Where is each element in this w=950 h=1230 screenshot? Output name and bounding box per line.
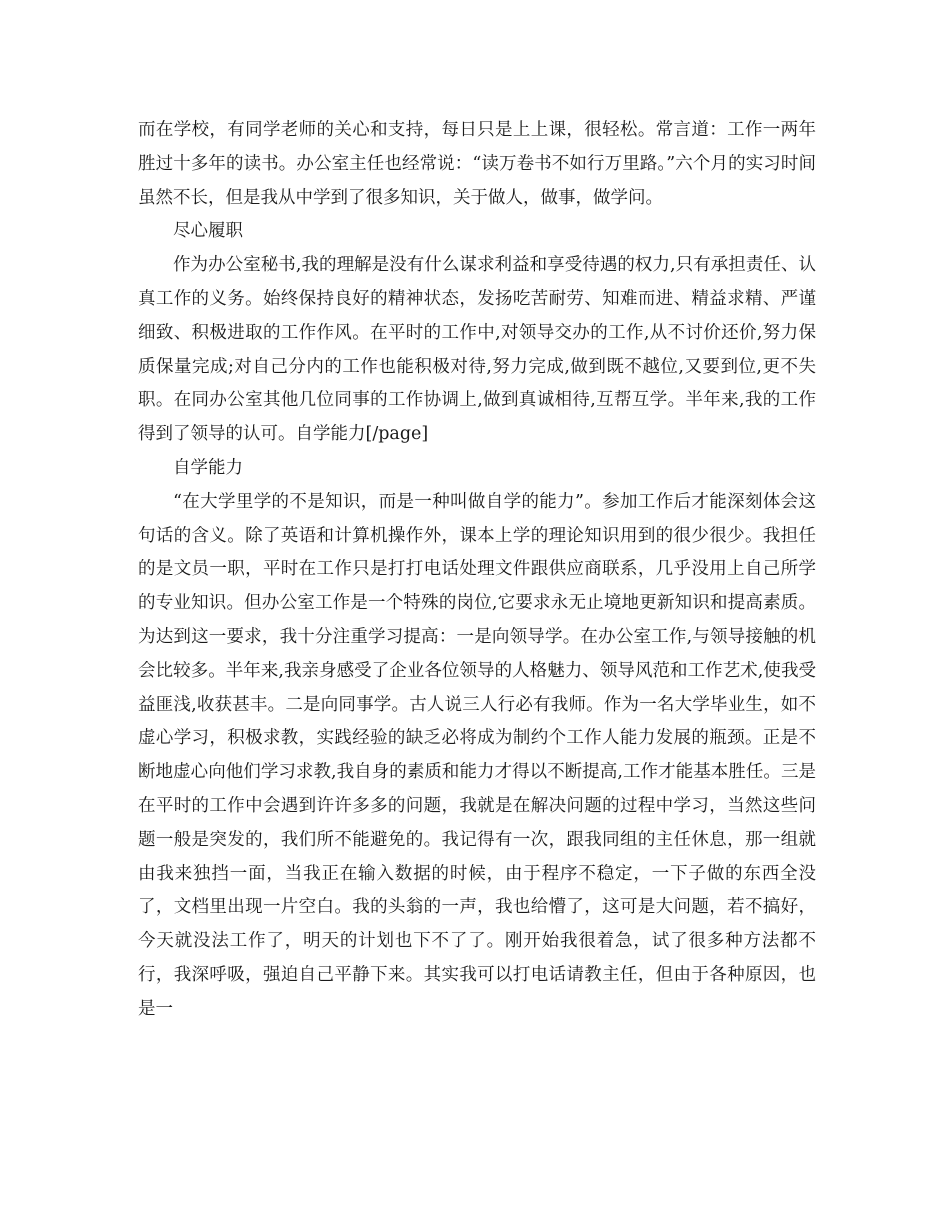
section-heading-self-study: 自学能力 — [173, 457, 243, 478]
section-heading-duty: 尽心履职 — [173, 221, 243, 242]
paragraph-duty: 作为办公室秘书,我的理解是没有什么谋求利益和享受待遇的权力,只有承担责任、认真工作的义务。始终保持良好的精神状态，发扬吃苦耐劳、知难而进、精益求精、严谨细致、积极进取的工作作风。在平时的工作中,对领导交办的工作,从不讨价还价,努力保质保量完成;对自己分内的工作也能积极对待,努力完成,做到既不越位,又要到位,更不失职。在同办公室其他几位同事的工作协调上,做到真诚相待,互帮互学。半年来,我的工作得到了领导的认可。自学能力[/page] — [138, 255, 816, 445]
paragraph-intro-continuation: 而在学校，有同学老师的关心和支持，每日只是上上课，很轻松。常言道：工作一两年胜过十多年的读书。办公室主任也经常说：“读万卷书不如行万里路。”六个月的实习时间虽然不长，但是我从中学到了很多知识，关于做人，做事，做学问。 — [138, 120, 816, 208]
document-page — [138, 114, 816, 1027]
paragraph-self-study: “在大学里学的不是知识，而是一种叫做自学的能力”。参加工作后才能深刻体会这句话的含义。除了英语和计算机操作外，课本上学的理论知识用到的很少很少。我担任的是文员一职，平时在工作只是打打电话处理文件跟供应商联系，几乎没用上自己所学的专业知识。但办公室工作是一个特殊的岗位,它要求永无止境地更新知识和提高素质。为达到这一要求，我十分注重学习提高：一是向领导学。在办公室工作,与领导接触的机会比较多。半年来,我亲身感受了企业各位领导的人格魅力、领导风范和工作艺术,使我受益匪浅,收获甚丰。二是向同事学。古人说三人行必有我师。作为一名大学毕业生，如不虚心学习，积极求教，实践经验的缺乏必将成为制约个工作人能力发展的瓶颈。正是不断地虚心向他们学习求教,我自身的素质和能力才得以不断提高,工作才能基本胜任。三是在平时的工作中会遇到许许多多的问题，我就是在解决问题的过程中学习，当然这些问题一般是突发的，我们所不能避免的。我记得有一次，跟我同组的主任休息，那一组就由我来独挡一面，当我正在输入数据的时候，由于程序不稳定，一下子做的东西全没了，文档里出现一片空白。我的头翁的一声，我也给懵了，这可是大问题，若不搞好，今天就没法工作了，明天的计划也下不了了。刚开始我很着急，试了很多种方法都不行，我深呼吸，强迫自己平静下来。其实我可以打电话请教主任，但由于各种原因，也是一 — [138, 491, 816, 1019]
